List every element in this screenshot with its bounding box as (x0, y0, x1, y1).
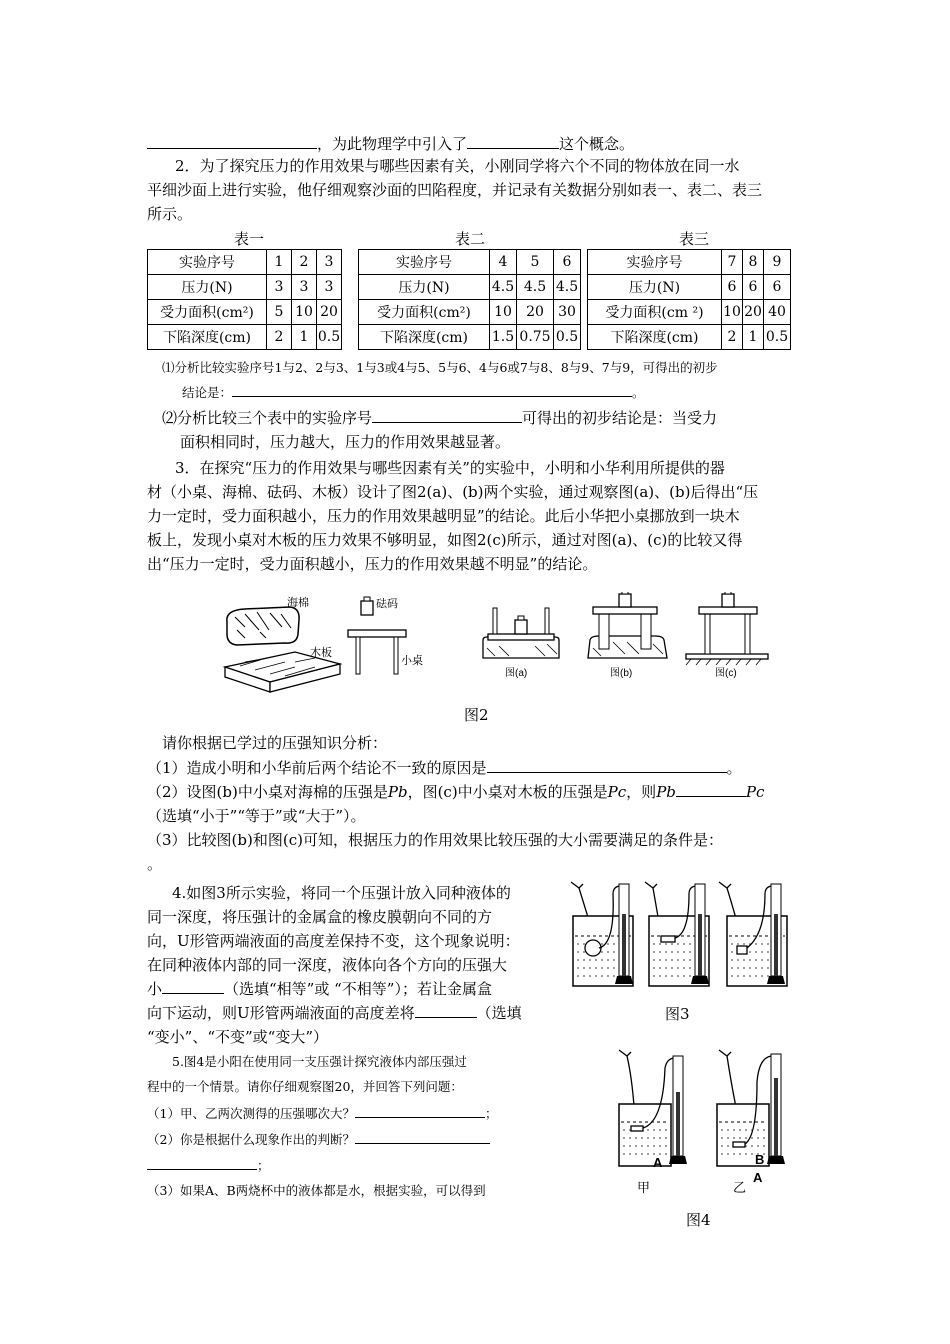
q3-line-4: 板上，发现小桌对木板的压力效果不够明显，如图2(c)所示，通过对图(a)、(c)的比较又得 (147, 531, 743, 549)
q3-line-2: 材（小桌、海棉、砝码、木板）设计了图2(a)、(b)两个实验，通过观察图(a)、(b)后得出“压 (147, 483, 759, 501)
q3-sub-intro: 请你根据已学过的压强知识分析： (162, 734, 388, 752)
beaker-jia (619, 1050, 687, 1166)
q3-line-3: 力一定时，受力面积越小，压力的作用效果越明显”的结论。此后小华把小桌挪放到一块木 (147, 507, 740, 525)
weight-label: 砝码 (376, 598, 398, 610)
table-row: 下陷深度(cm) 2 1 0.5 (148, 325, 342, 350)
yi-label: 乙 (733, 1181, 747, 1196)
intro-line: ，为此物理学中引入了 这个概念。 (147, 132, 634, 156)
table-row: 实验序号 4 5 6 (359, 250, 581, 275)
q4-line-6: 向下运动，则U形管两端液面的高度差将 （选填 (147, 1001, 522, 1025)
figure-2 (215, 592, 785, 697)
q5-line-1: 5.图4是小阳在使用同一支压强计探究液体内部压强过 (172, 1054, 467, 1069)
answer-blank[interactable] (355, 1103, 485, 1118)
q3-sub-1: （1）造成小明和小华前后两个结论不一致的原因是 。 (147, 756, 742, 780)
beaker-a-label: A (653, 1155, 663, 1170)
small-table-illustration (348, 630, 406, 674)
table-2 (358, 249, 581, 350)
figure-4-drawing (605, 1042, 805, 1202)
beaker-a2-label: A (753, 1170, 763, 1185)
answer-blank[interactable] (676, 780, 746, 797)
figure-2b-label: 图(b) (610, 668, 633, 679)
q4-line-5: 小 （选填“相等”或 “不相等”）；若让金属盒 (147, 977, 560, 1001)
figure-2b (588, 592, 667, 658)
table-row: 压力(N) 6 6 6 (588, 275, 791, 300)
q5-line-6: （3）如果A、B两烧杯中的液体都是水，根据实验，可以得到 (147, 1183, 486, 1198)
table-1-title: 表一 (234, 230, 265, 248)
jia-label: 甲 (637, 1181, 651, 1196)
q2-line-2: 平细沙面上进行实验，他仔细观察沙面的凹陷程度，并记录有关数据分别如表一、表二、表三 (147, 181, 763, 199)
q2-sub-1b: 结论是： 。 (182, 382, 645, 403)
answer-blank[interactable] (467, 132, 559, 149)
q4-line-1: 4.如图3所示实验，将同一个压强计放入同种液体的 (172, 884, 511, 902)
q2-sub-2b: 面积相同时，压力越大，压力的作用效果越显著。 (180, 433, 511, 451)
q2-sub-2: ⑵分析比较三个表中的实验序号 可得出的初步结论是：当受力 (162, 406, 717, 430)
pressure-gauge-3 (719, 882, 787, 986)
table-row: 压力(N) 4.5 4.5 4.5 (359, 275, 581, 300)
figure-2-caption: 图2 (464, 706, 489, 724)
figure-2a (483, 608, 559, 658)
pressure-gauge-2 (645, 882, 709, 986)
q2-line-3: 所示。 (147, 205, 193, 223)
answer-blank[interactable] (487, 756, 727, 773)
q2-sub-1: ⑴分析比较实验序号1与2、2与3、1与3或4与5、5与6、4与6或7与8、8与9、7与9，可得出的初步 (162, 360, 718, 375)
answer-blank[interactable] (162, 977, 224, 994)
figure-2-drawing (215, 592, 785, 697)
figure-2c-label: 图(c) (715, 668, 737, 679)
answer-blank[interactable] (372, 406, 522, 423)
table-row: 实验序号 1 2 3 (148, 250, 342, 275)
q4-line-4: 在同种液体内部的同一深度，液体向各个方向的压强大 (147, 956, 508, 974)
sponge-illustration (227, 607, 299, 645)
table-3-title: 表三 (679, 230, 710, 248)
q2-line-1: 2．为了探究压力的作用效果与哪些因素有关，小刚同学将六个不同的物体放在同一水 (175, 157, 740, 175)
pressure-gauge-1 (571, 882, 633, 986)
q4-line-2: 同一深度，将压强计的金属盒的橡皮膜朝向不同的方 (147, 908, 493, 926)
answer-blank[interactable] (355, 1129, 490, 1144)
sponge-label: 海棉 (287, 597, 309, 609)
answer-blank[interactable] (232, 382, 632, 397)
weight-illustration (361, 597, 373, 615)
q4-line-3: 向，U形管两端液面的高度差保持不变，这个现象说明： (147, 932, 520, 950)
table-row: 下陷深度(cm) 1.5 0.75 0.5 (359, 325, 581, 350)
figure-3-caption: 图3 (665, 1005, 690, 1023)
answer-blank[interactable] (147, 1155, 257, 1170)
q5-line-3: （1）甲、乙两次测得的压强哪次大？ ； (147, 1103, 497, 1124)
q3-line-1: 3．在探究“压力的作用效果与哪些因素有关”的实验中，小明和小华利用所提供的器 (175, 459, 725, 477)
table-row: 压力(N) 3 3 3 (148, 275, 342, 300)
table-row: 受力面积(cm ²) 10 20 40 (588, 300, 791, 325)
figure-2c (686, 592, 768, 665)
figure-2a-label: 图(a) (505, 668, 528, 679)
q5-line-5: ； (147, 1155, 270, 1176)
q5-line-4: （2）你是根据什么现象作出的判断？ (147, 1129, 490, 1150)
answer-blank[interactable] (147, 132, 317, 149)
beaker-b-label: B (755, 1152, 765, 1167)
table-label: 小桌 (401, 655, 423, 667)
answer-blank[interactable] (415, 1001, 477, 1018)
table-row: 受力面积(cm²) 5 10 20 (148, 300, 342, 325)
figure-4-caption: 图4 (686, 1211, 711, 1229)
q4-line-7: “变小”、“不变”或“变大”） (147, 1028, 329, 1046)
table-1 (147, 249, 342, 350)
q3-sub-2b: （选填“小于”“等于”或“大于”）。 (147, 807, 366, 825)
table-2-title: 表二 (455, 230, 486, 248)
q3-line-5: 出“压力一定时，受力面积越小，压力的作用效果越不明显”的结论。 (147, 555, 598, 573)
table-row: 下陷深度(cm) 2 1 0.5 (588, 325, 791, 350)
table-3 (587, 249, 791, 350)
figure-3-drawing (565, 874, 805, 998)
q5-line-2: 程中的一个情景。请你仔细观察图20，并回答下列问题： (147, 1079, 463, 1094)
table-row: 受力面积(cm²) 10 20 30 (359, 300, 581, 325)
figure-3 (565, 874, 805, 998)
q3-sub-2: （2）设图(b)中小桌对海棉的压强是Pb，图(c)中小桌对木板的压强是Pc，则Pb Pc (147, 780, 764, 804)
q3-sub-3b: 。 (147, 855, 163, 873)
table-row: 实验序号 7 8 9 (588, 250, 791, 275)
beaker-yi (717, 1050, 785, 1166)
figure-4 (605, 1042, 805, 1202)
board-label: 木板 (310, 647, 332, 659)
q3-sub-3: （3）比较图(b)和图(c)可知，根据压力的作用效果比较压强的大小需要满足的条件是： (147, 831, 723, 849)
